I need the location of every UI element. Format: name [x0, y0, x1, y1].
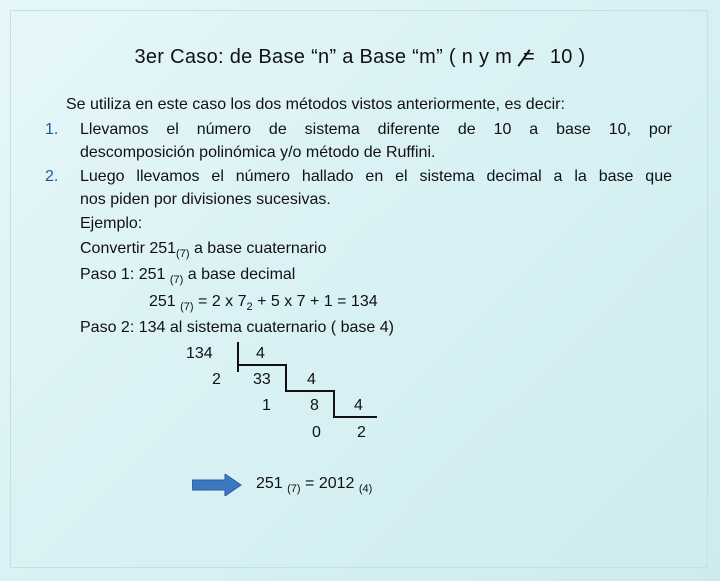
convert-base: (7): [176, 248, 190, 260]
division-divisor-1: 4: [256, 345, 265, 362]
division-quotient-1: 33: [253, 371, 271, 388]
division-divisor-3: 4: [354, 397, 363, 414]
paso-1-base: (7): [169, 274, 184, 286]
slide-title: [0, 46, 720, 69]
division-remainder-2: 1: [262, 397, 271, 414]
example-heading: Ejemplo:: [80, 215, 143, 232]
intro-text: Se utiliza en este caso los dos métodos vistos anteriormente, es decir:: [66, 96, 565, 113]
result-equals: = 2012: [300, 475, 359, 492]
paso-1-line: [80, 265, 295, 285]
division-bracket-2-horizontal: [285, 390, 335, 392]
division-divisor-2: 4: [307, 371, 316, 388]
step-1-number: 1.: [45, 121, 59, 138]
paso-1-prefix: Paso 1: 251: [80, 266, 170, 283]
convert-suffix: a base cuaternario: [189, 240, 327, 257]
division-bracket-2-vertical: [285, 364, 287, 392]
division-bracket-3-vertical: [333, 390, 335, 418]
paso-1-suffix: a base decimal: [183, 266, 296, 283]
convert-line: [80, 239, 326, 259]
calc-base: (7): [180, 301, 194, 313]
division-remainder-1: 2: [212, 371, 221, 388]
result-left-base: (7): [287, 483, 301, 495]
not-equal-icon: [520, 46, 538, 69]
title-suffix: 10 ): [549, 46, 586, 68]
paso-2-line: Paso 2: 134 al sistema cuaternario ( base 4): [80, 319, 394, 336]
division-bracket-1-vertical: [237, 342, 239, 372]
calc-mid: = 2 x 7: [193, 293, 247, 310]
calc-suffix: + 5 x 7 + 1 = 134: [252, 293, 378, 310]
division-quotient-2: 8: [310, 397, 319, 414]
result-right-base: (4): [358, 483, 373, 495]
division-bracket-3-horizontal: [333, 416, 377, 418]
result-left: 251: [256, 475, 288, 492]
calculation-line: [149, 292, 378, 312]
step-2-line-1: Luego llevamos el número hallado en el sistema decimal a la base que: [80, 168, 672, 185]
division-dividend-1: 134: [186, 345, 213, 362]
division-bracket-1-horizontal: [237, 364, 285, 366]
calc-prefix: 251: [149, 293, 181, 310]
step-2-number: 2.: [45, 168, 59, 185]
division-quotient-3: 2: [357, 424, 366, 441]
result-line: [256, 474, 372, 494]
title-prefix: 3er Caso: de Base “n” a Base “m” ( n y m: [134, 46, 513, 68]
right-arrow-icon: [192, 474, 242, 496]
calc-exponent: 2: [246, 301, 253, 313]
convert-prefix: Convertir 251: [80, 240, 177, 257]
step-2-line-2: nos piden por divisiones sucesivas.: [80, 191, 331, 208]
step-1-line-2: descomposición polinómica y/o método de Ruffini.: [80, 144, 436, 161]
step-1-line-1: Llevamos el número de sistema diferente de 10 a base 10, por: [80, 121, 672, 138]
division-remainder-3: 0: [312, 424, 321, 441]
